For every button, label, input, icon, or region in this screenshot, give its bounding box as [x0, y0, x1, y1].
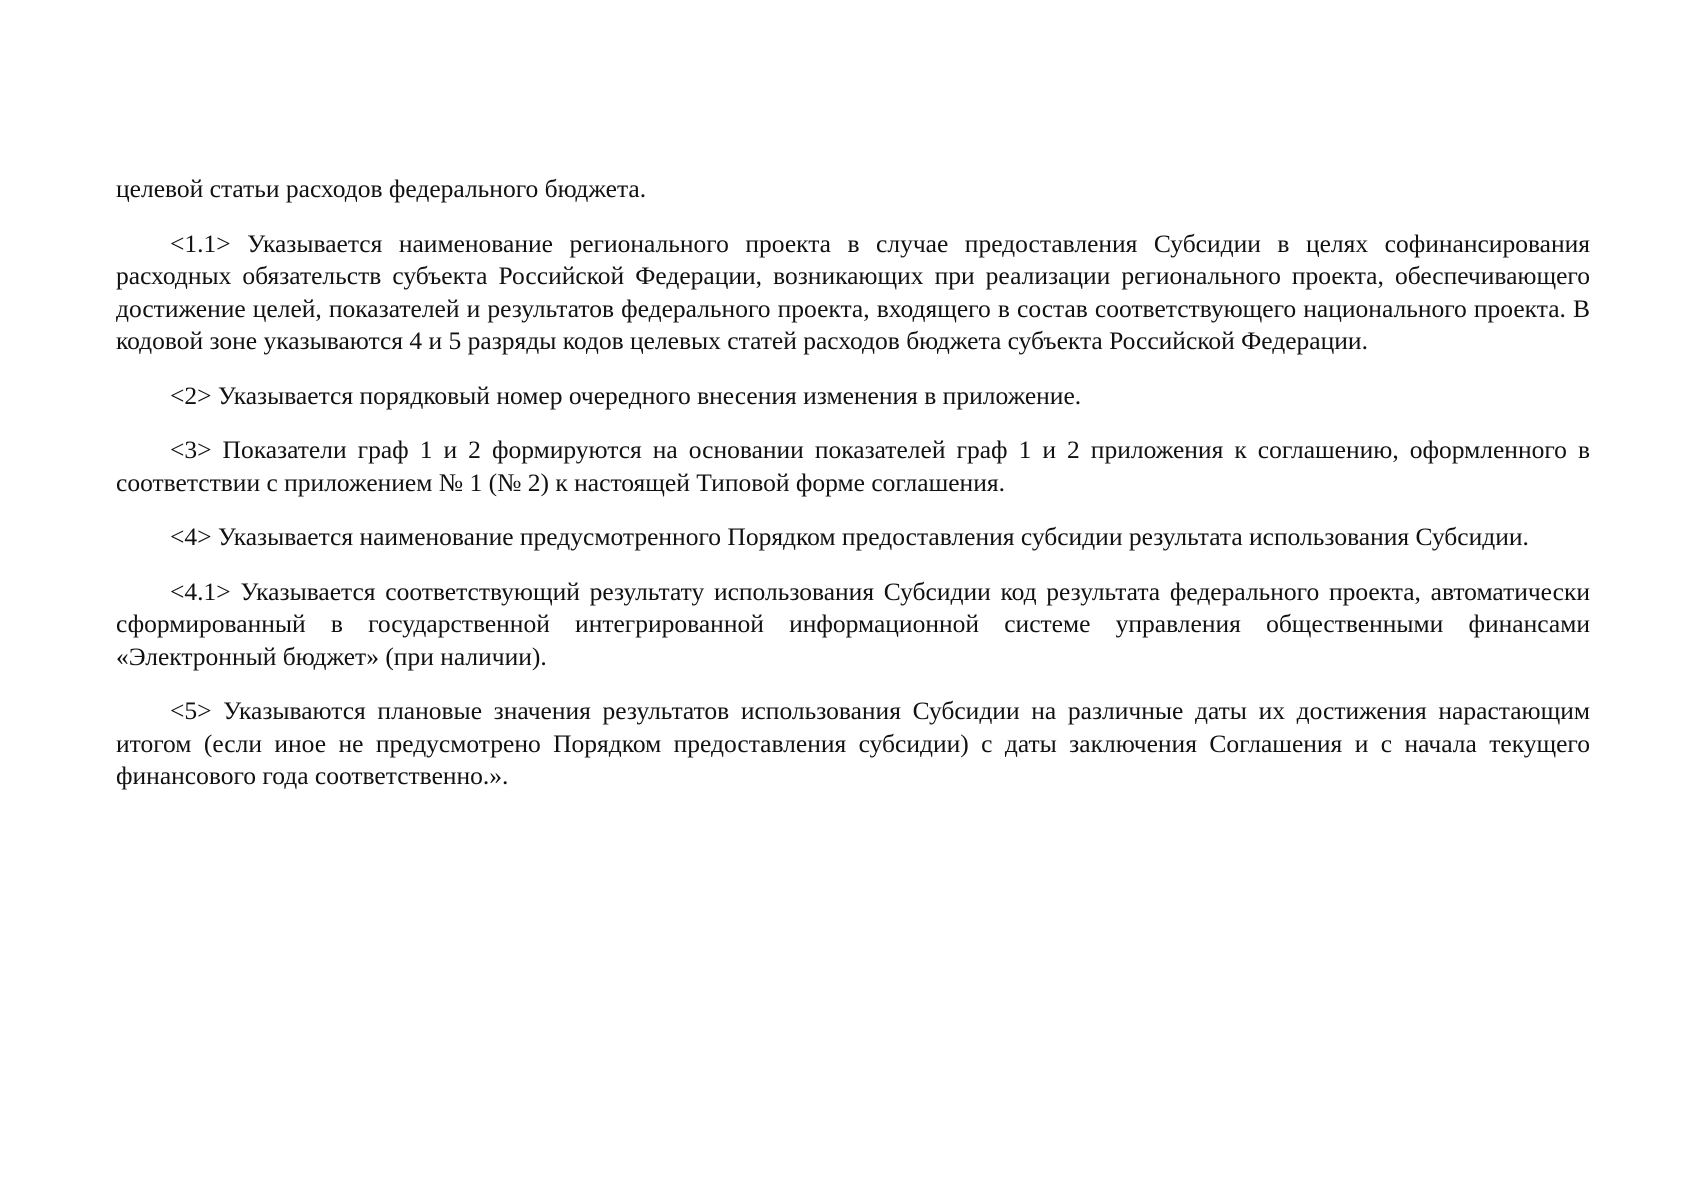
footnote-4-1: <4.1> Указывается соответствующий результату использования Субсидии код результата федерального проекта, автоматически сформированный в государственной интегрированной информационной системе управления общественными финансами «Электронный бюджет» (при наличии). [116, 576, 1590, 671]
footnote-2: <2> Указывается порядковый номер очередного внесения изменения в приложение. [170, 380, 1082, 410]
footnote-3: <3> Показатели граф 1 и 2 формируются на основании показателей граф 1 и 2 приложения к соглашению, оформленного в соответствии с приложением № 1 (№ 2) к настоящей Типовой форме соглашения. [116, 435, 1590, 497]
footnote-1-1: <1.1> Указывается наименование регионального проекта в случае предоставления Субсидии в целях софинансирования расходных обязательств субъекта Российской Федерации, возникающих при реализации регионального проекта, обеспечивающего достижение целей, показателей и результатов федерального проекта, входящего в состав соответствующего национального проекта. В кодовой зоне указываются 4 и 5 разряды кодов целевых статей расходов бюджета субъекта Российской Федерации. [116, 228, 1590, 355]
footnote-4: <4> Указывается наименование предусмотренного Порядком предоставления субсидии результата использования Субсидии. [170, 522, 1529, 551]
footnote-5: <5> Указываются плановые значения результатов использования Субсидии на различные даты их достижения нарастающим итогом (если иное не предусмотрено Порядком предоставления субсидии) с даты заключения Соглашения и с начала текущего финансового года соответственно.». [116, 696, 1590, 790]
continuation-paragraph: целевой статьи расходов федерального бюджета. [116, 174, 647, 203]
footnotes-text [116, 173, 1590, 815]
